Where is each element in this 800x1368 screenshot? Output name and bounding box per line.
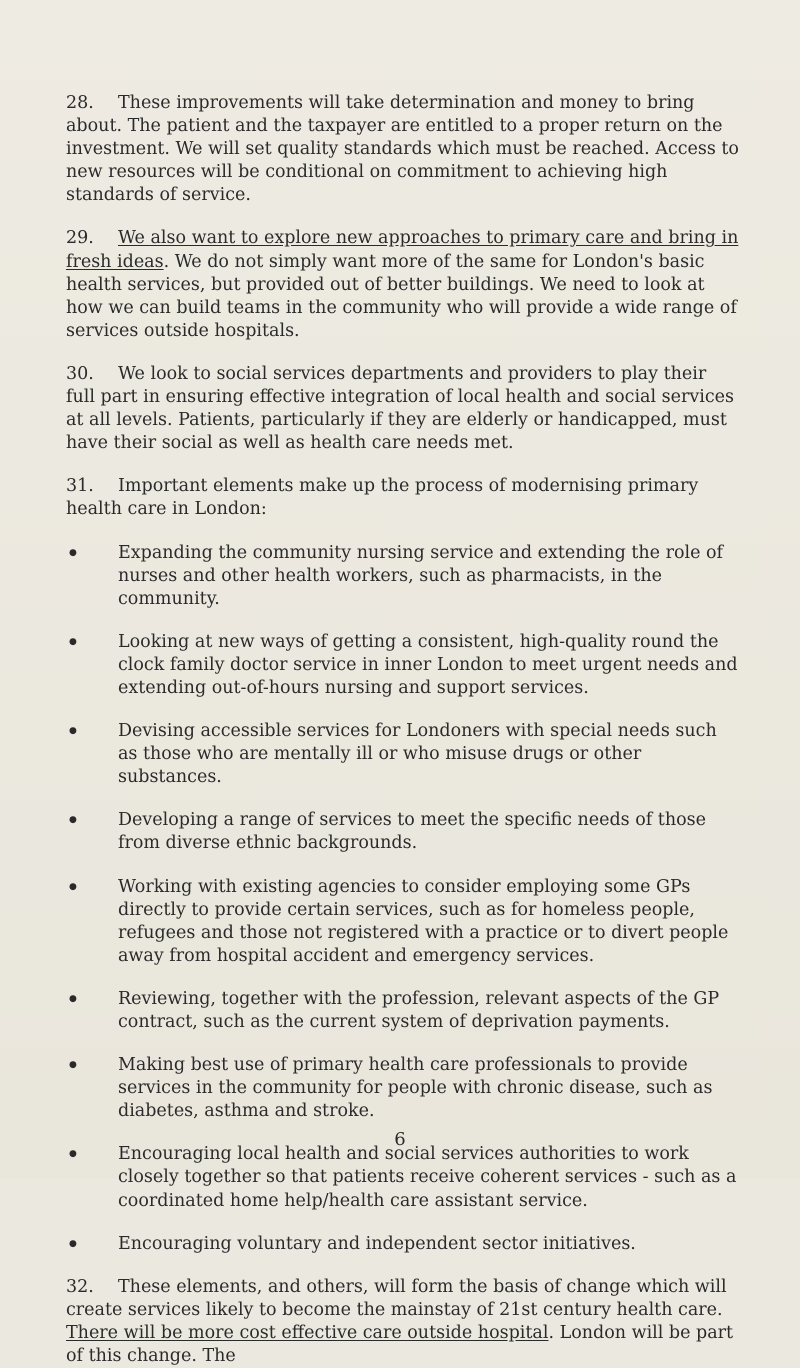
paragraph-text: These elements, and others, will form the basis of change which will create services likely to become the mainstay of 21st century health care. [66, 1276, 727, 1320]
paragraph-28 [66, 92, 740, 207]
paragraph-text: We look to social services departments and providers to play their full part in ensuring effective integration of local health and social services at all levels. Patients, particularly if they are elderly or handicapped, must have their social as well as health care needs met. [66, 363, 734, 454]
list-item-text: Devising accessible services for Londoners with special needs such as those who are mentally ill or who misuse drugs or other substances. [118, 721, 717, 788]
list-item-text: Looking at new ways of getting a consistent, high-quality round the clock family doctor service in inner London to meet urgent needs and extending out-of-hours nursing and support services. [118, 631, 738, 698]
paragraph-number: 29. [66, 228, 94, 249]
list-item [66, 720, 740, 789]
paragraph-text: Important elements make up the process of modernising primary health care in London: [66, 476, 699, 520]
bullet-icon: ● [69, 636, 77, 647]
list-item-text: Encouraging local health and social services authorities to work closely together so that patients receive coherent services - such as a coordinated home help/health care assistant service. [118, 1144, 737, 1211]
bullet-icon: ● [69, 993, 77, 1004]
paragraph-29 [66, 227, 740, 342]
bullet-icon: ● [69, 815, 77, 826]
list-item [66, 631, 740, 700]
list-item-text: Working with existing agencies to consider employing some GPs directly to provide certain services, such as for homeless people, refugees and those not registered with a practice or to divert people away from hospital accident and emergency services. [118, 876, 729, 966]
paragraph-text: . London will be part of this change. The [66, 1322, 734, 1367]
bullet-icon: ● [69, 1060, 77, 1071]
paragraph-number: 28. [66, 93, 94, 113]
list-item-text: Developing a range of services to meet the specific needs of those from diverse ethnic backgrounds. [118, 810, 706, 854]
bullet-icon: ● [69, 1149, 77, 1160]
list-item-text: Reviewing, together with the profession, relevant aspects of the GP contract, such as the current system of deprivation payments. [118, 988, 720, 1032]
list-item [66, 988, 740, 1034]
paragraph-31 [66, 475, 740, 521]
list-item [66, 1233, 740, 1256]
paragraph-number: 30. [66, 363, 94, 384]
list-item [66, 1143, 740, 1212]
list-item-text: Making best use of primary health care professionals to provide services in the community for people with chronic disease, such as diabetes, asthma and stroke. [118, 1055, 713, 1122]
list-item [66, 1054, 740, 1123]
paragraph-text: These improvements will take determination and money to bring about. The patient and the taxpayer are entitled to a proper return on the investment. We will set quality standards which must be reached. Access to new resources will be conditional on commitment to achieving high standards of service. [66, 93, 739, 206]
underlined-text: We also want to explore new approaches to primary care and bring in fresh ideas [66, 228, 739, 272]
paragraph-number: 31. [66, 476, 94, 497]
paragraph-30 [66, 363, 740, 455]
bullet-icon: ● [69, 1238, 77, 1249]
list-item [66, 809, 740, 855]
list-item-text: Encouraging voluntary and independent sector initiatives. [118, 1233, 636, 1254]
paragraph-32 [66, 1276, 740, 1368]
paragraph-number: 32. [66, 1276, 94, 1297]
list-item-text: Expanding the community nursing service and extending the role of nurses and other health workers, such as pharmacists, in the community. [118, 542, 724, 609]
underlined-text: There will be more cost effective care outside hospital [66, 1322, 549, 1343]
bullet-icon: ● [69, 726, 77, 737]
page-number: 6 [394, 1129, 406, 1150]
list-item [66, 542, 740, 611]
bullet-icon: ● [69, 547, 77, 558]
bullet-icon: ● [69, 881, 77, 892]
list-item [66, 876, 740, 968]
paragraph-text: . We do not simply want more of the same for London's basic health services, but provided out of better buildings. We need to look at how we can build teams in the community who will provide a wide range of services outside hospitals. [66, 251, 737, 341]
